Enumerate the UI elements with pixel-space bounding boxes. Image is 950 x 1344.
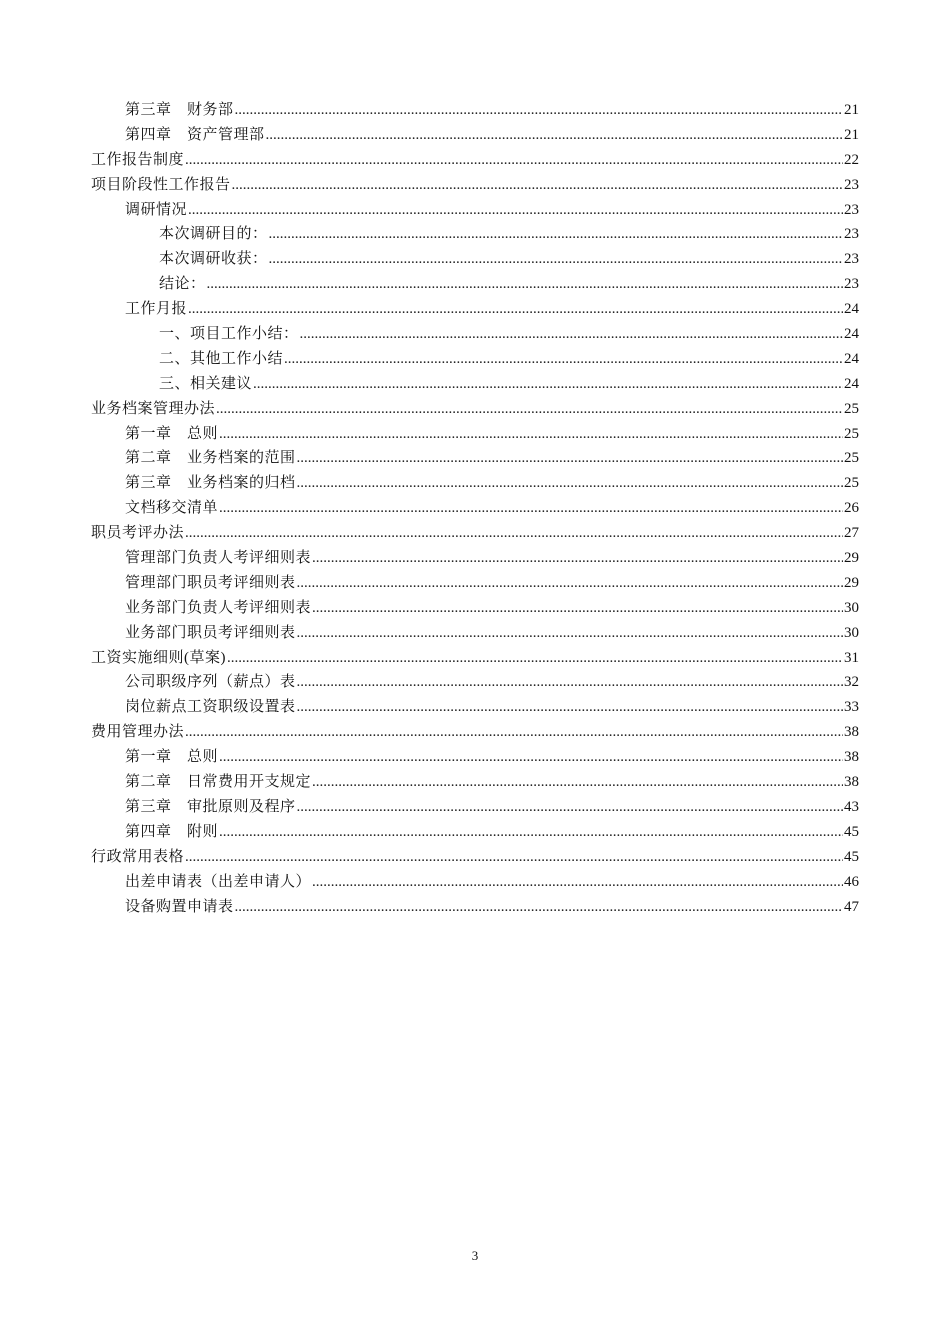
toc-dot-leader: [216, 397, 843, 422]
toc-entry-page: 38: [844, 774, 859, 791]
toc-dot-leader: [235, 895, 843, 920]
toc-entry[interactable]: [91, 646, 859, 671]
toc-entry-label: 项目阶段性工作报告: [91, 176, 231, 193]
toc-dot-leader: [269, 247, 843, 272]
toc-dot-leader: [185, 845, 843, 870]
toc-entry[interactable]: [91, 720, 859, 745]
table-of-contents: [91, 98, 859, 919]
toc-entry[interactable]: [91, 372, 859, 397]
toc-entry[interactable]: [91, 123, 859, 148]
toc-dot-leader: [297, 471, 843, 496]
toc-entry[interactable]: [91, 845, 859, 870]
toc-dot-leader: [253, 372, 843, 397]
toc-dot-leader: [185, 148, 843, 173]
toc-dot-leader: [269, 222, 843, 247]
toc-entry-label: 业务部门负责人考评细则表: [125, 599, 312, 616]
page-number: 3: [471, 1248, 479, 1263]
toc-entry-page: 23: [844, 276, 859, 293]
toc-entry-page: 24: [844, 301, 859, 318]
toc-entry-label: 业务部门职员考评细则表: [125, 624, 296, 641]
toc-dot-leader: [185, 720, 843, 745]
toc-entry-label: 职员考评办法: [91, 525, 185, 542]
toc-entry-label: 工作报告制度: [91, 151, 185, 168]
toc-entry-page: 24: [844, 375, 859, 392]
toc-dot-leader: [312, 870, 843, 895]
toc-entry-page: 22: [844, 151, 859, 168]
toc-entry-label: 第三章 审批原则及程序: [125, 798, 296, 815]
toc-entry-label: 第三章 财务部: [125, 102, 234, 118]
toc-entry-page: 24: [844, 326, 859, 343]
toc-entry[interactable]: [91, 695, 859, 720]
toc-entry[interactable]: [91, 397, 859, 422]
toc-entry-page: 31: [844, 649, 859, 666]
toc-entry-label: 管理部门职员考评细则表: [125, 574, 296, 591]
toc-entry-label: 第一章 总则: [125, 749, 219, 766]
toc-entry[interactable]: [91, 272, 859, 297]
toc-entry-label: 设备购置申请表: [125, 898, 234, 915]
toc-entry-page: 29: [844, 574, 859, 591]
toc-entry-label: 出差申请表（出差申请人）: [125, 873, 312, 890]
toc-entry-page: 45: [844, 823, 859, 840]
toc-entry-page: 25: [844, 425, 859, 442]
toc-entry[interactable]: [91, 198, 859, 223]
toc-dot-leader: [232, 173, 843, 198]
toc-dot-leader: [266, 123, 843, 148]
toc-dot-leader: [297, 670, 843, 695]
toc-entry[interactable]: [91, 596, 859, 621]
toc-entry[interactable]: [91, 297, 859, 322]
toc-entry-label: 一、项目工作小结：: [159, 326, 299, 343]
toc-entry-page: 30: [844, 624, 859, 641]
toc-entry-page: 21: [844, 126, 859, 143]
toc-dot-leader: [219, 820, 843, 845]
toc-entry-page: 23: [844, 201, 859, 218]
toc-entry-label: 行政常用表格: [91, 848, 185, 865]
toc-entry-page: 23: [844, 251, 859, 268]
toc-entry-page: 21: [844, 102, 859, 118]
toc-entry[interactable]: [91, 870, 859, 895]
toc-dot-leader: [297, 446, 843, 471]
toc-entry-page: 38: [844, 724, 859, 741]
toc-entry[interactable]: [91, 422, 859, 447]
toc-entry[interactable]: [91, 546, 859, 571]
toc-entry[interactable]: [91, 521, 859, 546]
toc-entry-label: 管理部门负责人考评细则表: [125, 550, 312, 567]
toc-dot-leader: [297, 795, 843, 820]
toc-dot-leader: [297, 621, 843, 646]
toc-entry-page: 47: [844, 898, 859, 915]
toc-entry-label: 岗位薪点工资职级设置表: [125, 699, 296, 716]
toc-entry[interactable]: [91, 670, 859, 695]
toc-entry-page: 26: [844, 500, 859, 517]
toc-entry[interactable]: [91, 247, 859, 272]
toc-entry-label: 工作月报: [125, 301, 188, 318]
toc-entry[interactable]: [91, 98, 859, 123]
toc-dot-leader: [219, 745, 843, 770]
toc-entry-page: 30: [844, 599, 859, 616]
toc-dot-leader: [235, 98, 843, 123]
toc-entry-label: 工资实施细则(草案): [91, 649, 226, 666]
toc-dot-leader: [185, 521, 843, 546]
toc-dot-leader: [312, 546, 843, 571]
toc-dot-leader: [297, 571, 843, 596]
toc-entry-page: 24: [844, 350, 859, 367]
toc-entry-label: 业务档案管理办法: [91, 400, 216, 417]
toc-entry-label: 文档移交清单: [125, 500, 219, 517]
toc-entry-label: 公司职级序列（薪点）表: [125, 674, 296, 691]
toc-entry-page: 25: [844, 475, 859, 492]
toc-entry-label: 结论：: [159, 276, 206, 293]
toc-entry[interactable]: [91, 820, 859, 845]
toc-entry-label: 费用管理办法: [91, 724, 185, 741]
toc-entry-label: 第三章 业务档案的归档: [125, 475, 296, 492]
toc-entry[interactable]: [91, 895, 859, 920]
toc-entry-label: 二、其他工作小结: [159, 350, 284, 367]
toc-entry[interactable]: [91, 621, 859, 646]
toc-entry-label: 第四章 附则: [125, 823, 219, 840]
toc-entry-page: 45: [844, 848, 859, 865]
toc-entry-page: 27: [844, 525, 859, 542]
toc-dot-leader: [207, 272, 843, 297]
toc-entry-page: 29: [844, 550, 859, 567]
toc-entry[interactable]: [91, 745, 859, 770]
toc-entry[interactable]: [91, 173, 859, 198]
toc-dot-leader: [297, 695, 843, 720]
toc-entry-label: 本次调研收获：: [159, 251, 268, 268]
toc-dot-leader: [312, 770, 843, 795]
toc-entry[interactable]: [91, 471, 859, 496]
toc-entry-label: 第二章 业务档案的范围: [125, 450, 296, 467]
toc-entry[interactable]: [91, 148, 859, 173]
toc-entry-page: 33: [844, 699, 859, 716]
toc-entry-label: 第四章 资产管理部: [125, 126, 265, 143]
toc-entry-page: 25: [844, 400, 859, 417]
toc-entry-label: 第一章 总则: [125, 425, 219, 442]
toc-entry[interactable]: [91, 770, 859, 795]
toc-dot-leader: [219, 422, 843, 447]
toc-dot-leader: [219, 496, 843, 521]
toc-entry[interactable]: [91, 571, 859, 596]
toc-entry-page: 38: [844, 749, 859, 766]
toc-dot-leader: [188, 297, 843, 322]
toc-entry-page: 43: [844, 798, 859, 815]
toc-entry[interactable]: [91, 222, 859, 247]
toc-dot-leader: [312, 596, 843, 621]
toc-entry-label: 第二章 日常费用开支规定: [125, 774, 312, 791]
toc-entry[interactable]: [91, 322, 859, 347]
toc-entry-page: 23: [844, 226, 859, 243]
toc-entry-label: 三、相关建议: [159, 375, 253, 392]
toc-dot-leader: [284, 347, 843, 372]
toc-entry-page: 46: [844, 873, 859, 890]
toc-entry[interactable]: [91, 795, 859, 820]
toc-dot-leader: [188, 198, 843, 223]
toc-entry-page: 25: [844, 450, 859, 467]
toc-entry[interactable]: [91, 347, 859, 372]
toc-entry-label: 调研情况: [125, 201, 188, 218]
toc-entry[interactable]: [91, 446, 859, 471]
toc-dot-leader: [300, 322, 843, 347]
toc-entry-label: 本次调研目的：: [159, 226, 268, 243]
toc-dot-leader: [227, 646, 843, 671]
toc-entry-page: 23: [844, 176, 859, 193]
toc-entry[interactable]: [91, 496, 859, 521]
toc-entry-page: 32: [844, 674, 859, 691]
